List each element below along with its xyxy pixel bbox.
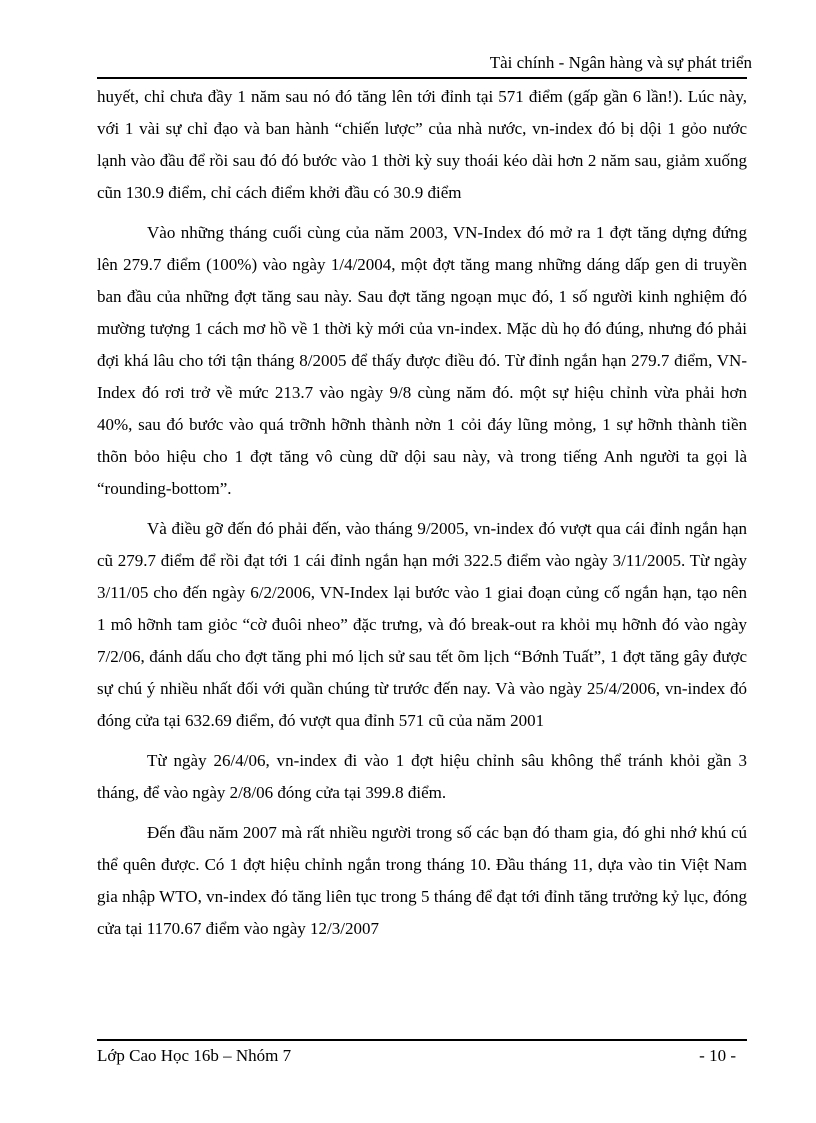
header-divider — [97, 77, 747, 79]
document-body — [97, 81, 747, 945]
paragraph: Và điều gỡ đến đó phải đến, vào tháng 9/2005, vn-index đó vượt qua cái đỉnh ngắn hạn cũ 279.7 điểm để rồi đạt tới 1 cái đỉnh ngắn hạn mới 322.5 điểm vào ngày 3/11/2005. Từ ngày 3/11/05 cho đến ngày 6/2/2006, VN-Index lại bước vào 1 giai đoạn củng cố ngắn hạn, tạo nên 1 mô hỡnh tam giỏc “cờ đuôi nheo” đặc trưng, và đó break-out ra khỏi mụ hỡnh đó vào ngày 7/2/06, đánh dấu cho đợt tăng phi mó lịch sử sau tết õm lịch “Bớnh Tuất”, 1 đợt tăng gây được sự chú ý nhiều nhất đối với quần chúng từ trước đến nay. Và vào ngày 25/4/2006, vn-index đó đóng cửa tại 632.69 điểm, đó vượt qua đỉnh 571 cũ của năm 2001 — [97, 519, 747, 730]
footer-class-group: Lớp Cao Học 16b – Nhóm 7 — [97, 1046, 292, 1065]
paragraph: Đến đầu năm 2007 mà rất nhiều người trong số các bạn đó tham gia, đó ghi nhớ khú cú thể quên được. Có 1 đợt hiệu chỉnh ngắn trong tháng 10. Đầu tháng 11, dựa vào tin Việt Nam gia nhập WTO, vn-index đó tăng liên tục trong 5 tháng để đạt tới đỉnh tăng trưởng kỷ lục, đóng cửa tại 1170.67 điểm vào ngày 12/3/2007 — [97, 823, 747, 938]
paragraph: huyết, chỉ chưa đầy 1 năm sau nó đó tăng lên tới đỉnh tại 571 điểm (gấp gần 6 lần!). Lúc này, với 1 vài sự chỉ đạo và ban hành “chiến lược” của nhà nước, vn-index đó bị dội 1 gỏo nước lạnh vào đầu để rồi sau đó đó bước vào 1 thời kỳ suy thoái kéo dài hơn 2 năm sau, giảm xuống cũn 130.9 điểm, chỉ cách điểm khởi đầu có 30.9 điểm — [97, 87, 747, 202]
paragraph: Từ ngày 26/4/06, vn-index đi vào 1 đợt hiệu chỉnh sâu không thể tránh khỏi gần 3 tháng, để vào ngày 2/8/06 đóng cửa tại 399.8 điểm. — [97, 751, 747, 802]
header-title: Tài chính - Ngân hàng và sự phát triển — [489, 53, 752, 72]
footer-divider — [97, 1039, 747, 1041]
paragraph: Vào những tháng cuối cùng của năm 2003, VN-Index đó mở ra 1 đợt tăng dựng đứng lên 279.7 điểm (100%) vào ngày 1/4/2004, một đợt tăng mang những dáng dấp gen di truyền ban đầu của những đợt tăng sau này. Sau đợt tăng ngoạn mục đó, 1 số người kinh nghiệm đó mường tượng 1 cách mơ hồ về 1 thời kỳ mới của vn-index. Mặc dù họ đó đúng, nhưng đó phải đợi khá lâu cho tới tận tháng 8/2005 để thấy được điều đó. Từ đỉnh ngắn hạn 279.7 điểm, VN-Index đó rơi trở về mức 213.7 vào ngày 9/8 cùng năm đó. một sự hiệu chỉnh vừa phải hơn 40%, sau đó bước vào quá trỡnh hỡnh thành nờn 1 cỏi đáy lũng mỏng, 1 sự hỡnh thành tiền thõn bỏo hiệu cho 1 đợt tăng vô cùng dữ dội sau này, và trong tiếng Anh người ta gọi là “rounding-bottom”. — [97, 223, 747, 498]
page-number: - 10 - — [699, 1046, 736, 1065]
